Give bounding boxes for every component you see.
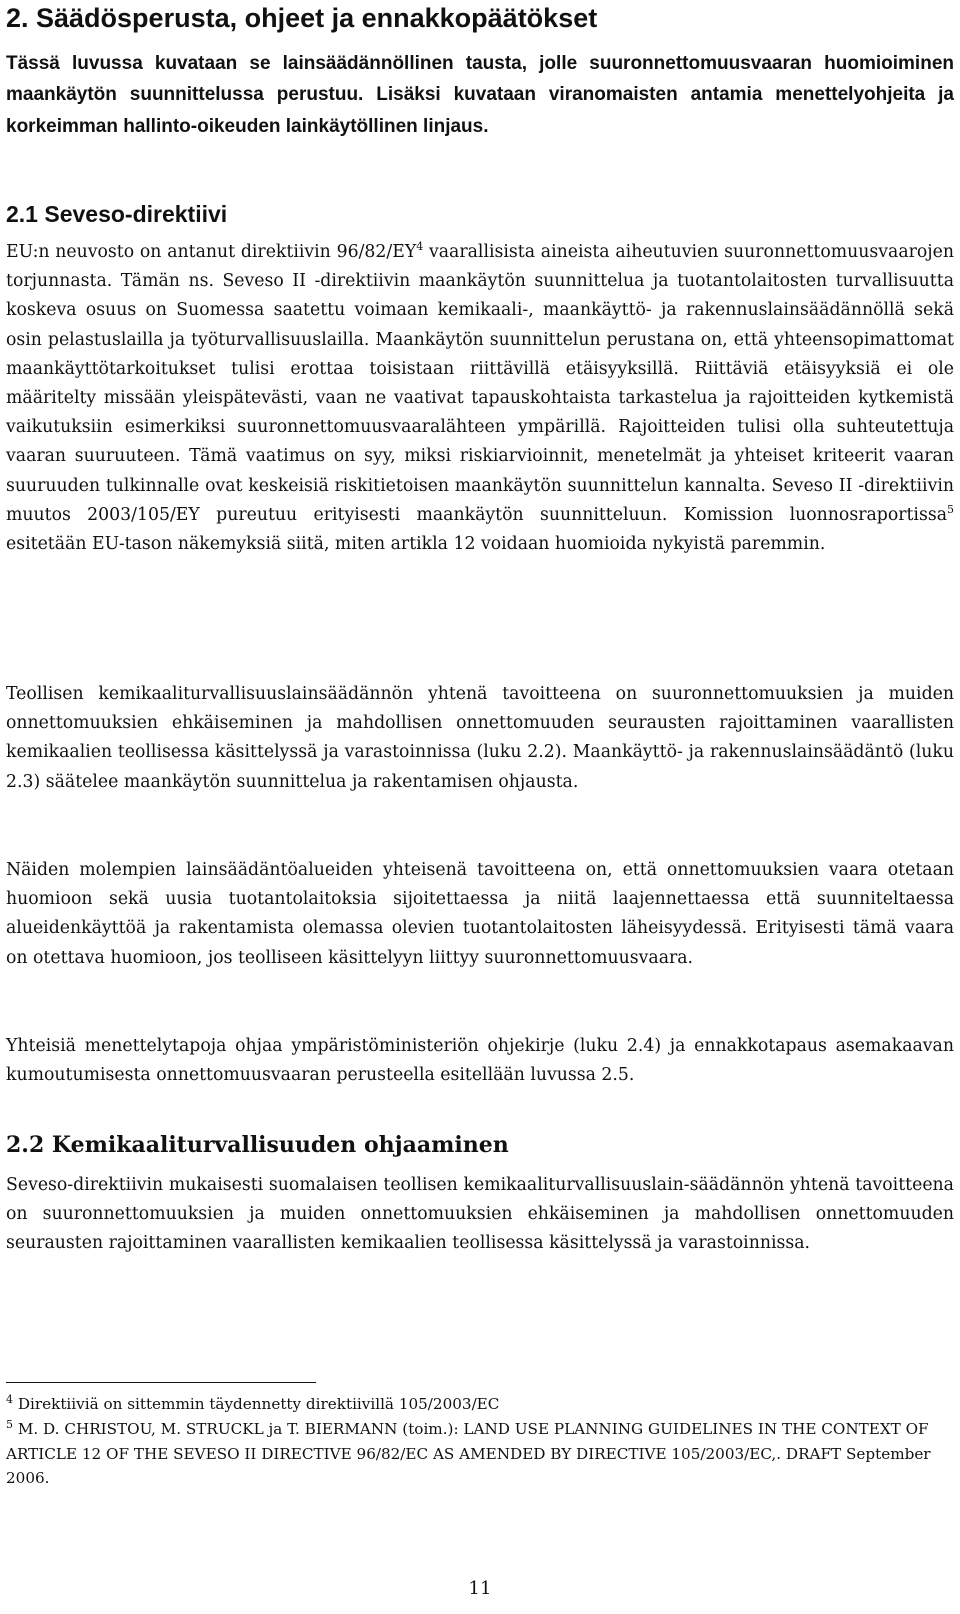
paragraph-common-procedures: Yhteisiä menettelytapoja ohjaa ympäristöministeriön ohjekirje (luku 2.4) ja ennakkotapaus asemakaavan kumoutumisesta onnettomuusvaaran perusteella esitellään luvussa 2.5. [6, 1036, 954, 1086]
subsection-heading-2-1: 2.1 Seveso-direktiivi [6, 201, 228, 227]
section-intro: Tässä luvussa kuvataan se lainsäädännöllinen tausta, jolle suuronnettomuusvaaran huomioiminen maankäytön suunnittelussa perustuu. Lisäksi kuvataan viranomaisten antamia menettelyohjeita ja korkeimman hallinto-oikeuden lainkäytöllinen linjaus. [6, 53, 954, 137]
footnote-ref-5: 5 [947, 503, 954, 517]
footnote-divider [6, 1382, 316, 1383]
paragraph-chemical-safety-guidance: Seveso-direktiivin mukaisesti suomalaisen teollisen kemikaaliturvallisuuslain-säädännön yhtenä tavoitteena on suuronnettomuuksien ja muiden onnettomuuksien ehkäiseminen ja mahdollisen onnettomuuden seurausten rajoittaminen vaarallisten kemikaalien teollisessa käsittelyssä ja varastoinnissa. [6, 1175, 954, 1254]
paragraph-chemical-safety-legislation: Teollisen kemikaaliturvallisuuslainsäädännön yhtenä tavoitteena on suuronnettomuuksien ja muiden onnettomuuksien ehkäiseminen ja mahdollisen onnettomuuden seurausten rajoittaminen vaarallisten kemikaalien teollisessa käsittelyssä ja varastoinnissa (luku 2.2). Maankäyttö- ja rakennuslainsäädäntö (luku 2.3) säätelee maankäytön suunnittelua ja rakentamisen ohjausta. [6, 684, 954, 792]
page-number: 11 [468, 1578, 492, 1599]
footnote-marker: 5 [6, 1417, 13, 1431]
footnote-text: Direktiiviä on sittemmin täydennetty direktiivillä 105/2003/EC [13, 1395, 500, 1413]
subsection-heading-2-2: 2.2 Kemikaaliturvallisuuden ohjaaminen [6, 1132, 509, 1158]
paragraph-text: vaarallisista aineista aiheutuvien suuronnettomuusvaarojen torjunnasta. Tämän ns. Seveso II -direktiivin maankäytön suunnittelua ja tuotantolaitosten turvallisuutta koskeva osuus on Suomessa saatettu voimaan kemikaali-, maankäyttö- ja rakennuslainsäädännöllä sekä osin pelastuslailla ja työturvallisuuslailla. Maankäytön suunnittelun perustana on, että yhteensopimattomat maankäyttötarkoitukset tulisi erottaa toisistaan riittävillä etäisyyksillä. Riittäviä etäisyyksiä ei ole määritelty missään yleispätevästi, vaan ne vaativat tapauskohtaista tarkastelua ja rajoitteiden kytkemistä vaikutuksiin esimerkiksi suuronnettomuusvaaralähteen ympärillä. Rajoitteiden tulisi olla suhteutettuja vaaran suuruuteen. Tämä vaatimus on syy, miksi riskiarvioinnit, menetelmät ja yhteiset kriteerit vaaran suuruuden tulkinnalle ovat keskeisiä riskitietoisen maankäytön suunnittelun kannalta. Seveso II -direktiivin muutos 2003/105/EY pureutuu erityisesti maankäytön suunnitteluun. Komission luonnosraportissa [6, 242, 955, 525]
footnote-marker: 4 [6, 1392, 13, 1406]
paragraph-common-goal: Näiden molempien lainsäädäntöalueiden yhteisenä tavoitteena on, että onnettomuuksien vaara otetaan huomioon sekä uusia tuotantolaitoksia sijoitettaessa ja niitä laajennettaessa että suunniteltaessa alueidenkäyttöä ja rakentamista olemassa olevien tuotantolaitosten läheisyydessä. Erityisesti tämä vaara on otettava huomioon, jos teolliseen käsittelyyn liittyy suuronnettomuusvaara. [6, 860, 954, 968]
footnote-text: M. D. CHRISTOU, M. STRUCKL ja T. BIERMANN (toim.): LAND USE PLANNING GUIDELINES IN THE CONTEXT OF ARTICLE 12 OF THE SEVESO II DIRECTIVE 96/82/EC AS AMENDED BY DIRECTIVE 105/2003/EC,. DRAFT September 2006. [6, 1420, 931, 1487]
paragraph-text: esitetään EU-tason näkemyksiä siitä, miten artikla 12 voidaan huomioida nykyistä paremmin. [6, 534, 826, 555]
footnote-5 [6, 1417, 954, 1491]
footnote-ref-4: 4 [416, 240, 424, 254]
paragraph-seveso-directive [6, 238, 954, 559]
paragraph-text: EU:n neuvosto on antanut direktiivin 96/82/EY [6, 242, 417, 262]
section-heading: 2. Säädösperusta, ohjeet ja ennakkopäätökset [6, 3, 598, 33]
footnote-4 [6, 1392, 954, 1417]
